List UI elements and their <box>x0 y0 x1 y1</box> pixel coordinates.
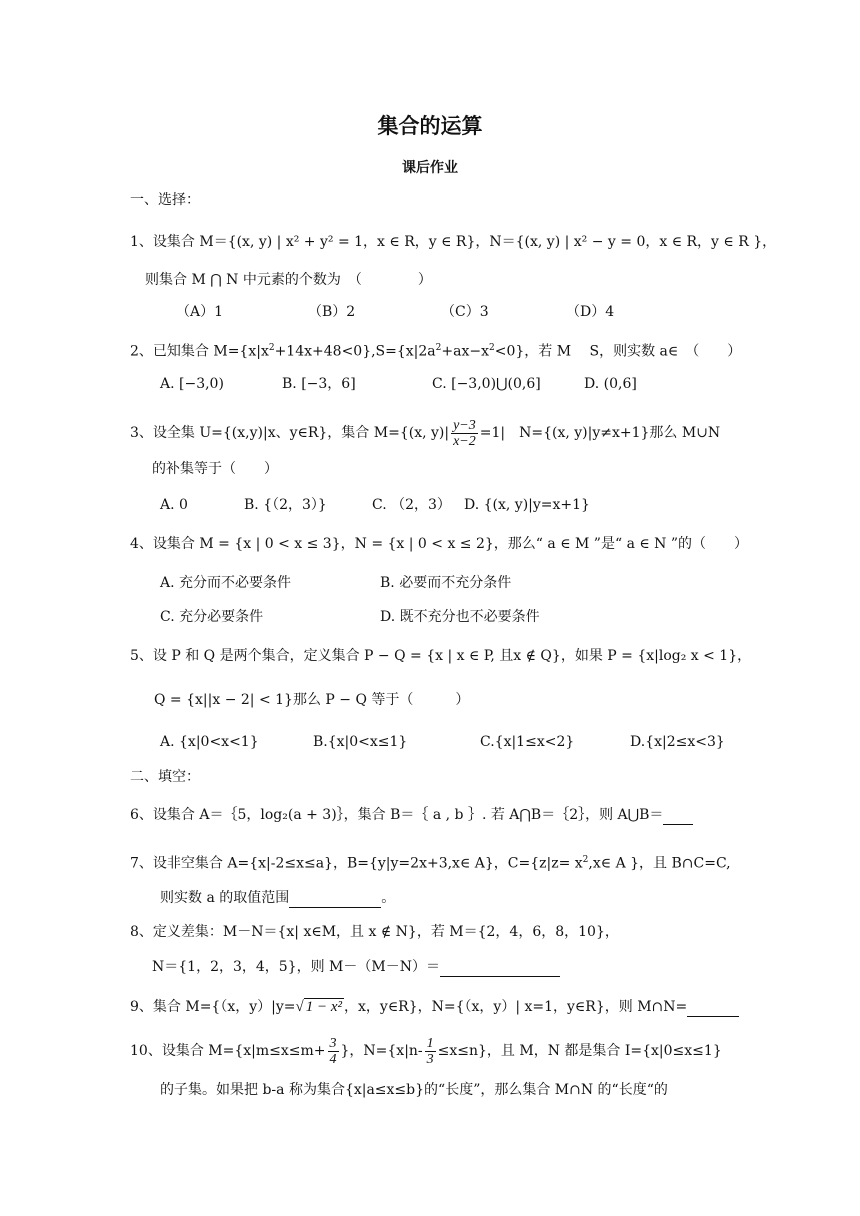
q3-option-b: B. {（2，3）} <box>244 497 327 513</box>
q10-text-a: 10、设集合 M={x|m≤x≤m+ <box>130 1043 326 1059</box>
q2-text-c: +ax−x <box>441 343 489 360</box>
q7-text-line2: 则实数 a 的取值范围 <box>160 890 290 906</box>
q7-text-a: 7、设非空集合 A={x|-2≤x≤a}，B={y|y=2x+3,x∈ A}，C={z|z= x <box>130 855 583 872</box>
q5-option-b: B.{x|0<x≤1} <box>313 734 408 750</box>
page-subtitle: 课后作业 <box>402 160 458 176</box>
q1-option-a: （A）1 <box>176 304 224 320</box>
q4-option-d: D. 既不充分也不必要条件 <box>380 609 540 625</box>
q3-frac-num: y−3 <box>453 417 476 433</box>
q5-option-c: C.{x|1≤x<2} <box>480 734 575 750</box>
q8-answer-blank <box>440 960 560 977</box>
q2-option-a: A. [−3,0) <box>160 376 224 392</box>
q8-line2 <box>152 957 560 977</box>
q3-text-a: 3、设全集 U={(x,y)|x、y∈R}，集合 M={(x, y)| <box>130 425 450 441</box>
q2-line1 <box>130 338 741 362</box>
q1-line2: 则集合 M ⋂ N 中元素的个数为 （ ） <box>145 272 432 288</box>
q4-line1: 4、设集合 M = {x | 0 < x ≤ 3}，N = {x | 0 < x ≤ 2}，那么“ a ∈ M ”是“ a ∈ N ”的（ ） <box>130 536 749 552</box>
q5-line2: Q = {x||x − 2| < 1}那么 P − Q 等于（ ） <box>154 692 470 708</box>
q5-option-d: D.{x|2≤x<3} <box>630 734 725 750</box>
q2-sup-3: 2 <box>489 343 495 353</box>
q10-frac1-num: 3 <box>329 1035 337 1051</box>
q9-line <box>130 997 739 1017</box>
section-fill-heading: 二、填空： <box>130 769 200 785</box>
q6-text: 6、设集合 A＝｛5，log₂(a + 3)｝，集合 B＝｛ a , b ｝. 若 A⋂B＝｛2｝，则 A⋃B＝ <box>130 807 664 823</box>
q9-answer-blank <box>687 1000 739 1017</box>
q7-line2 <box>160 888 395 908</box>
q4-option-b: B. 必要而不充分条件 <box>380 575 512 591</box>
q7-text-b: ,x∈ A }，且 B∩C=C, <box>588 855 731 872</box>
q3-option-d: D. {(x, y)|y=x+1} <box>464 497 590 513</box>
q10-frac1-den: 4 <box>329 1051 337 1067</box>
q7-sup: 2 <box>582 855 589 865</box>
q10-fraction-1 <box>328 1036 339 1067</box>
q1-option-c: （C）3 <box>441 304 489 320</box>
q6-line <box>130 805 693 825</box>
q2-option-b: B. [−3，6] <box>282 376 356 392</box>
page-title: 集合的运算 <box>377 114 483 138</box>
q2-text-d: <0}，若 M S，则实数 a∈ （ ） <box>494 343 742 360</box>
q7-text-end: 。 <box>381 890 396 906</box>
q7-line1 <box>130 850 731 874</box>
q4-option-c: C. 充分必要条件 <box>160 609 264 625</box>
q9-text-b: ，x，y∈R}，N={（x，y）| x=1，y∈R}，则 M∩N= <box>344 999 688 1015</box>
q2-text-a: 2、已知集合 M={x|x <box>130 343 269 360</box>
q10-text-b: }，N={x|n- <box>340 1043 423 1059</box>
q6-answer-blank <box>663 808 693 825</box>
q10-line2: 的子集。如果把 b-a 称为集合{x|a≤x≤b}的“长度”，那么集合 M∩N 的“长度“的 <box>160 1082 668 1098</box>
q8-text-line2: N＝{1，2，3，4，5}，则 M－（M－N）＝ <box>152 959 440 975</box>
q1-option-d: （D）4 <box>566 304 615 320</box>
q4-option-a: A. 充分而不必要条件 <box>160 575 292 591</box>
q10-line1 <box>130 1031 722 1071</box>
q1-option-b: （B）2 <box>308 304 356 320</box>
q3-text-b: =1| N={(x, y)|y≠x+1}那么 M∪N <box>479 425 721 441</box>
q3-line2: 的补集等于（ ） <box>152 461 278 477</box>
section-choice-heading: 一、选择： <box>130 192 200 208</box>
q3-line1 <box>130 416 720 450</box>
q2-sup-2: 2 <box>435 343 442 353</box>
q10-frac2-num: 1 <box>426 1035 434 1051</box>
q10-text-c: ≤x≤n}，且 M，N 都是集合 I={x|0≤x≤1} <box>437 1043 722 1059</box>
q5-option-a: A. {x|0<x<1} <box>160 734 259 750</box>
q10-frac2-den: 3 <box>426 1051 434 1067</box>
q3-frac-den: x−2 <box>453 433 476 449</box>
q10-fraction-2 <box>425 1036 436 1067</box>
q8-line1: 8、定义差集：M－N＝{x| x∈M，且 x ∉ N}，若 M＝{2，4，6，8，10}， <box>130 924 619 940</box>
q2-sup-1: 2 <box>268 343 275 353</box>
q5-line1: 5、设 P 和 Q 是两个集合，定义集合 P − Q = {x | x ∈ P, 且x ∉ Q}，如果 P = {x|log₂ x < 1}， <box>130 648 752 664</box>
q1-line1: 1、设集合 M＝{(x, y) | x² + y² = 1，x ∈ R，y ∈ R}，N＝{(x, y) | x² − y = 0，x ∈ R，y ∈ R }， <box>130 234 777 250</box>
q9-sqrt: √ 1 − x² <box>295 999 343 1015</box>
q3-fraction <box>451 418 478 449</box>
q9-sqrt-radicand: 1 − x² <box>305 999 343 1015</box>
q2-option-d: D. (0,6] <box>584 376 637 392</box>
q3-option-a: A. 0 <box>160 497 188 513</box>
q3-option-c: C. （2，3） <box>372 497 451 513</box>
q9-text-a: 9、集合 M={（x，y）|y= <box>130 999 296 1015</box>
q2-text-b: +14x+48<0},S={x|2a <box>274 343 436 360</box>
q2-option-c: C. [−3,0)⋃(0,6] <box>432 376 541 392</box>
q7-answer-blank <box>289 891 381 908</box>
